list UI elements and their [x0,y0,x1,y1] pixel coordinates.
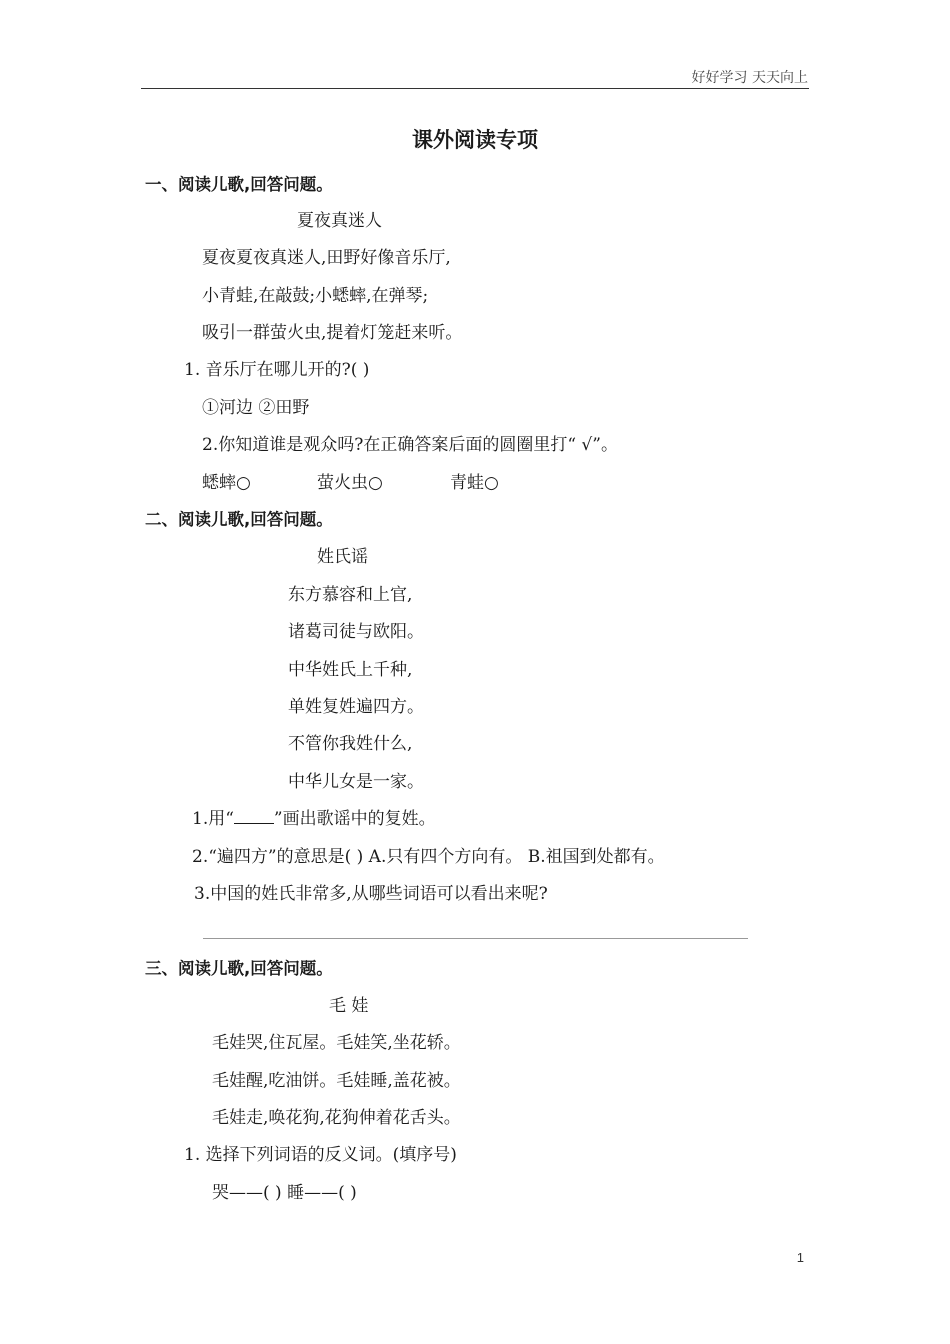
poem-3-line: 毛娃走,唤花狗,花狗伸着花舌头。 [212,1108,461,1128]
poem-3-title: 毛 娃 [329,996,369,1016]
poem-3-line: 毛娃哭,住瓦屋。毛娃笑,坐花轿。 [212,1033,461,1053]
question-1-prefix: 1.用“ [192,809,234,829]
option-firefly: 萤火虫○ [317,473,383,493]
poem-2-line: 不管你我姓什么, [288,734,413,754]
poem-2-title: 姓氏谣 [317,547,368,567]
poem-2-line: 诸葛司徒与欧阳。 [288,622,424,642]
option-frog: 青蛙○ [450,473,499,493]
poem-1-line: 夏夜夏夜真迷人,田野好像音乐厅, [202,248,451,268]
answer-line[interactable] [203,938,748,939]
section-2-heading: 二、阅读儿歌,回答问题。 [145,510,333,529]
poem-1-line: 小青蛙,在敲鼓;小蟋蟀,在弹琴; [202,286,429,306]
poem-2-line: 中华儿女是一家。 [288,772,424,792]
poem-3-line: 毛娃醒,吃油饼。毛娃睡,盖花被。 [212,1071,461,1091]
option-cricket: 蟋蟀○ [202,473,251,493]
question-1-suffix: ”画出歌谣中的复姓。 [273,809,436,829]
poem-1-title: 夏夜真迷人 [297,211,382,231]
section-3-question-1: 1. 选择下列词语的反义词。(填序号) [184,1145,457,1165]
poem-1-line: 吸引一群萤火虫,提着灯笼赶来听。 [202,323,463,343]
section-1-question-1: 1. 音乐厅在哪儿开的?( ) [184,360,370,380]
section-2-question-3: 3.中国的姓氏非常多,从哪些词语可以看出来呢? [194,884,548,904]
section-2-question-1 [192,807,436,831]
section-1-question-1-options: ①河边 ②田野 [202,398,310,418]
poem-2-line: 单姓复姓遍四方。 [288,697,424,717]
header-motto: 好好学习 天天向上 [691,70,808,86]
poem-2-line: 东方慕容和上官, [288,585,413,605]
page-number: 1 [796,1250,804,1265]
section-1-heading: 一、阅读儿歌,回答问题。 [145,175,333,194]
header-rule [141,88,809,89]
poem-2-line: 中华姓氏上千种, [288,660,413,680]
section-2-question-2: 2.“遍四方”的意思是( ) A.只有四个方向有。 B.祖国到处都有。 [192,847,665,867]
underline-blank [234,808,274,824]
section-3-question-1-blanks: 哭——( ) 睡——( ) [212,1183,357,1203]
section-3-heading: 三、阅读儿歌,回答问题。 [145,959,333,978]
section-1-question-2: 2.你知道谁是观众吗?在正确答案后面的圆圈里打“ √”。 [202,435,618,455]
page-title: 课外阅读专项 [412,127,538,152]
